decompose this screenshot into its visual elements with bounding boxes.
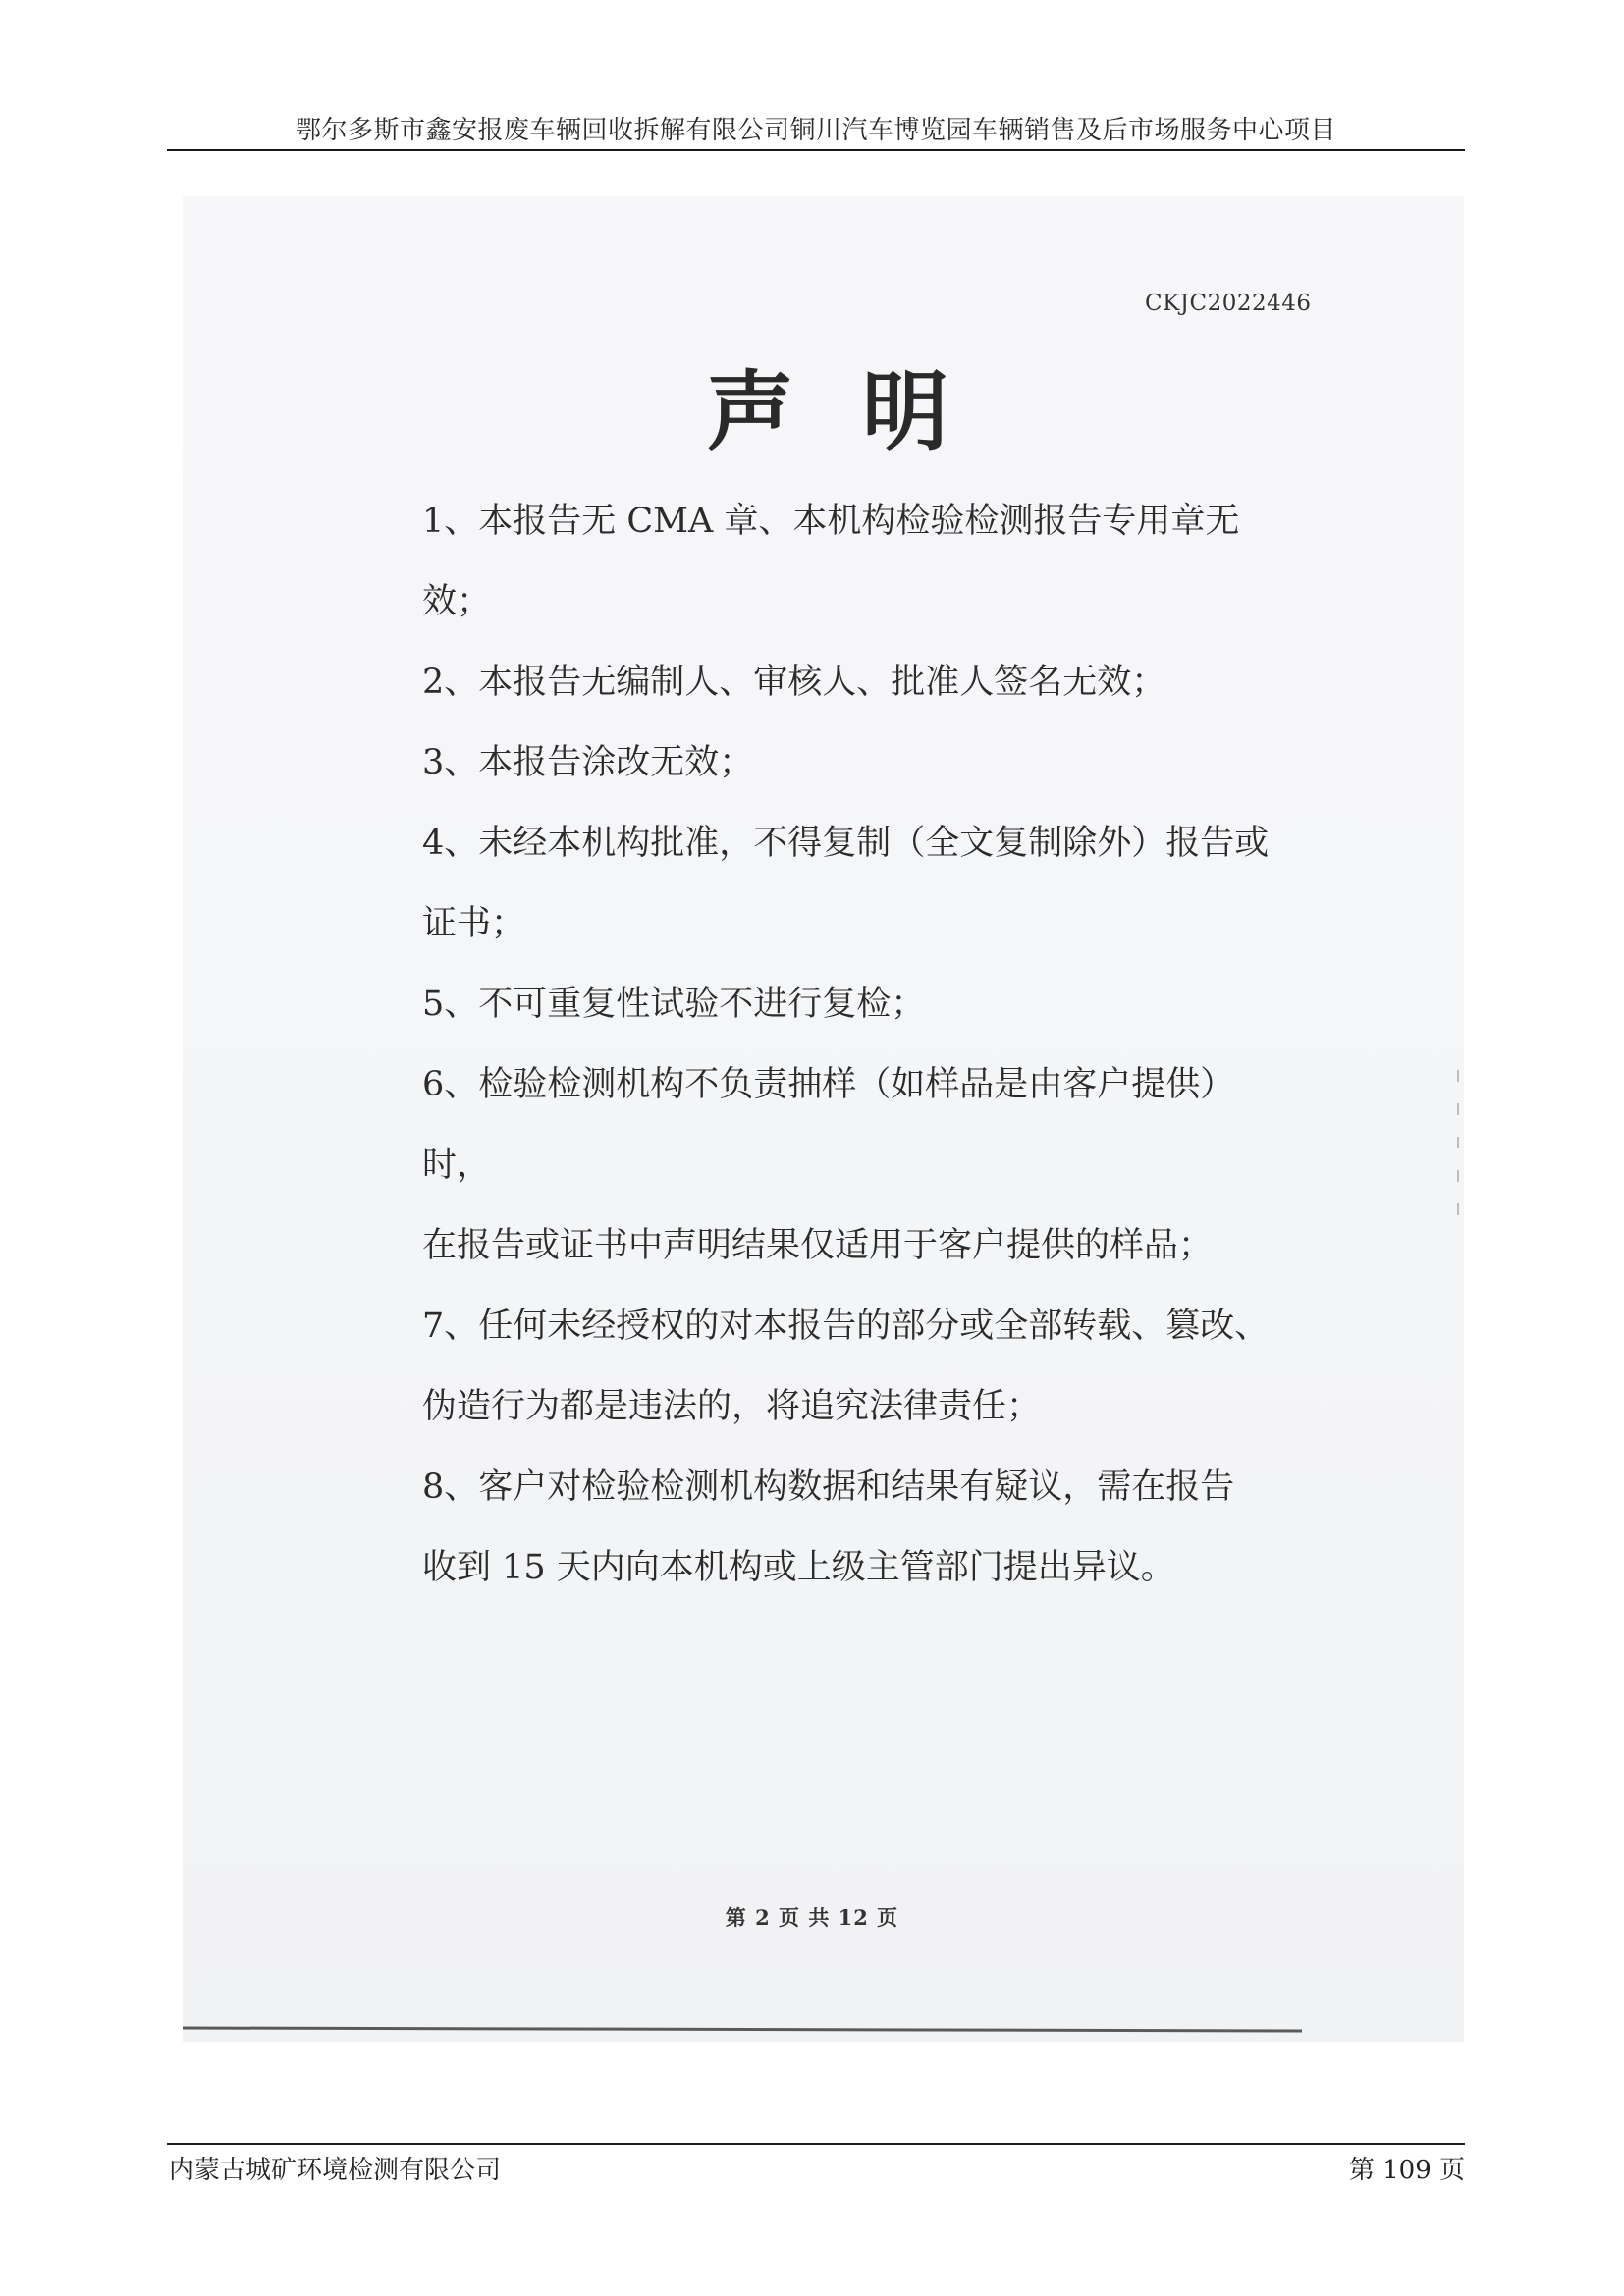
statement-item-1: 1、本报告无 CMA 章、本机构检验检测报告专用章无效；: [422, 502, 1240, 621]
statement-item-7: 7、任何未经授权的对本报告的部分或全部转载、篡改、: [422, 1307, 1270, 1346]
footer-company: 内蒙古城矿环境检测有限公司: [169, 2156, 502, 2185]
binding-marks: [1455, 1070, 1463, 1247]
statement-item-6-cont: 在报告或证书中声明结果仅适用于客户提供的样品；: [422, 1226, 1214, 1265]
statement-title: 声明: [707, 361, 1018, 462]
project-header: 鄂尔多斯市鑫安报废车辆回收拆解有限公司铜川汽车博览园车辆销售及后市场服务中心项目: [295, 116, 1336, 145]
statement-list: [422, 481, 1276, 1608]
footer-divider: [167, 2143, 1465, 2145]
report-code: CKJC2022446: [1145, 291, 1312, 316]
inner-page-indicator: 第 2 页 共 12 页: [725, 1905, 899, 1930]
statement-item-4-cont: 证书；: [422, 904, 526, 943]
footer-page-number: 第 109 页: [1348, 2156, 1465, 2185]
header-divider: [167, 149, 1465, 151]
statement-item-3: 3、本报告涂改无效；: [422, 743, 754, 782]
statement-item-7-cont: 伪造行为都是违法的，将追究法律责任；: [422, 1387, 1042, 1426]
statement-item-8-cont: 收到 15 天内向本机构或上级主管部门提出异议。: [422, 1548, 1175, 1587]
statement-item-6: 6、检验检测机构不负责抽样（如样品是由客户提供）时，: [422, 1065, 1235, 1185]
statement-item-4: 4、未经本机构批准，不得复制（全文复制除外）报告或: [422, 824, 1270, 863]
statement-item-2: 2、本报告无编制人、审核人、批准人签名无效；: [422, 663, 1166, 702]
statement-item-5: 5、不可重复性试验不进行复检；: [422, 985, 926, 1024]
statement-item-8: 8、客户对检验检测机构数据和结果有疑议，需在报告: [422, 1468, 1235, 1507]
